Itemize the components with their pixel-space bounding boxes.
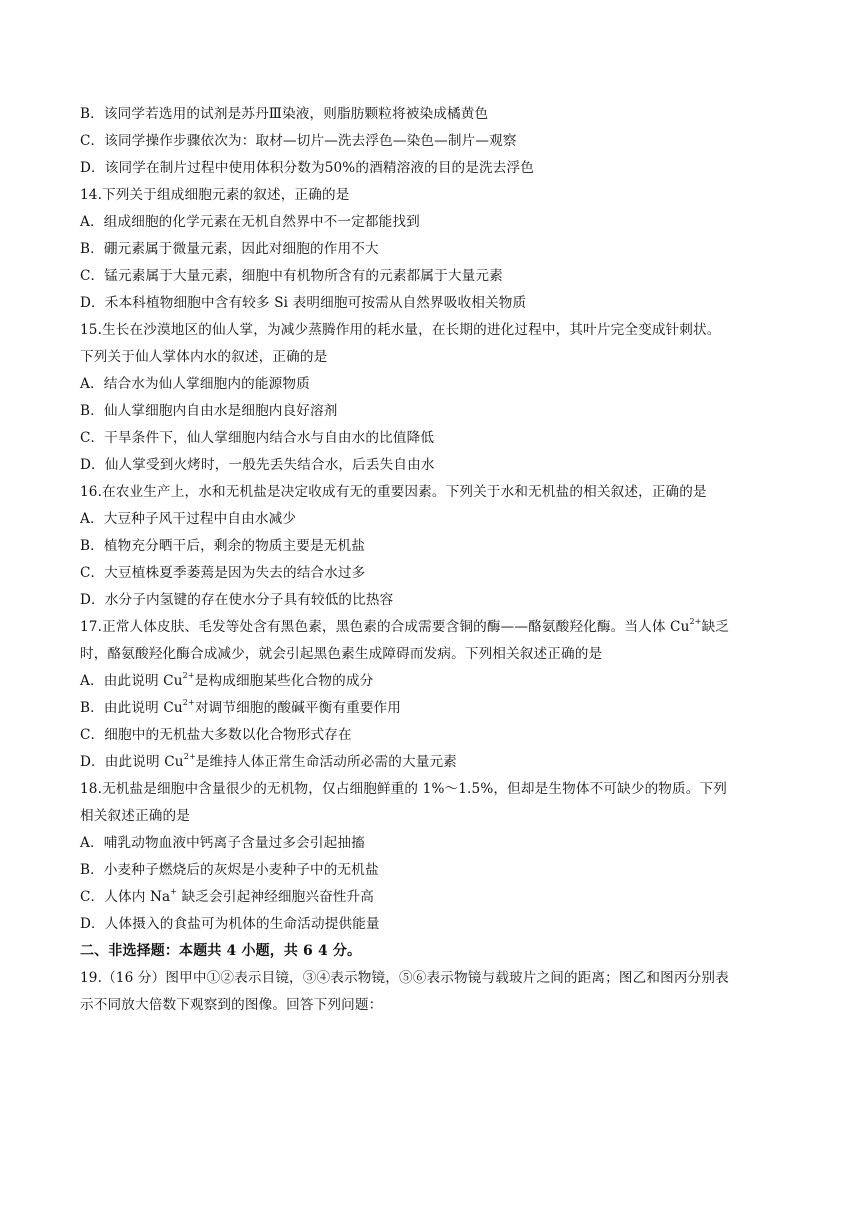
- q18-option-c-pre: C．人体内 Na: [80, 889, 171, 905]
- q17-option-a: [80, 671, 373, 691]
- q18-option-a: A．哺乳动物血液中钙离子含量过多会引起抽搐: [80, 835, 365, 851]
- q15-stem-line1: 15.生长在沙漠地区的仙人掌，为减少蒸腾作用的耗水量，在长期的进化过程中，其叶片完全变成针刺状。: [80, 322, 721, 338]
- q14-option-c: C．锰元素属于大量元素，细胞中有机物所含有的元素都属于大量元素: [80, 268, 503, 284]
- q18-option-c-post: 缺乏会引起神经细胞兴奋性升高: [177, 889, 375, 905]
- q17-option-a-post: 是构成细胞某些化合物的成分: [194, 673, 374, 689]
- q13-option-b: B．该同学若选用的试剂是苏丹Ⅲ染液，则脂肪颗粒将被染成橘黄色: [80, 106, 489, 122]
- q17-stem-line2: 时，酪氨酸羟化酶合成减少，就会引起黑色素生成障碍而发病。下列相关叙述正确的是: [80, 646, 603, 662]
- q18-option-d: D．人体摄入的食盐可为机体的生命活动提供能量: [80, 916, 380, 932]
- q15-option-d: D．仙人掌受到火烤时，一般先丢失结合水，后丢失自由水: [80, 457, 435, 473]
- q16-option-d: D．水分子内氢键的存在使水分子具有较低的比热容: [80, 592, 394, 608]
- q18-stem-line2: 相关叙述正确的是: [80, 808, 190, 824]
- q17-option-d: [80, 752, 457, 772]
- q16-option-c: C．大豆植株夏季萎蔫是因为失去的结合水过多: [80, 565, 366, 581]
- superscript-charge: 2+: [182, 698, 195, 708]
- q14-option-b: B．硼元素属于微量元素，因此对细胞的作用不大: [80, 241, 379, 257]
- q15-option-c: C．干旱条件下，仙人掌细胞内结合水与自由水的比值降低: [80, 430, 435, 446]
- q15-option-b: B．仙人掌细胞内自由水是细胞内良好溶剂: [80, 403, 338, 419]
- q17-option-a-pre: A．由此说明 Cu: [80, 673, 183, 689]
- q18-stem-line1: 18.无机盐是细胞中含量很少的无机物，仅占细胞鲜重的 1%～1.5%，但却是生物体不可缺少的物质。下列: [80, 781, 728, 797]
- q15-stem-line2: 下列关于仙人掌体内水的叙述，正确的是: [80, 349, 328, 365]
- q14-option-d: D．禾本科植物细胞中含有较多 Si 表明细胞可按需从自然界吸收相关物质: [80, 295, 527, 311]
- q17-option-d-post: 是维持人体正常生命活动所必需的大量元素: [195, 754, 457, 770]
- section-heading: 二、非选择题：本题共 4 小题，共 6 4 分。: [80, 943, 362, 959]
- q17-stem-text-end: 缺乏: [701, 619, 730, 635]
- q16-option-a: A．大豆种子风干过程中自由水减少: [80, 511, 297, 527]
- superscript-charge: +: [170, 887, 178, 897]
- q14-stem: 14.下列关于组成细胞元素的叙述，正确的是: [80, 187, 350, 203]
- q18-option-c: [80, 887, 374, 907]
- q14-option-a: A．组成细胞的化学元素在无机自然界中不一定都能找到: [80, 214, 420, 230]
- q17-option-d-pre: D．由此说明 Cu: [80, 754, 184, 770]
- q18-option-b: B．小麦种子燃烧后的灰烬是小麦种子中的无机盐: [80, 862, 379, 878]
- q13-option-c: C．该同学操作步骤依次为：取材—切片—洗去浮色—染色—制片—观察: [80, 133, 517, 149]
- q13-option-d: D．该同学在制片过程中使用体积分数为50%的酒精溶液的目的是洗去浮色: [80, 160, 535, 176]
- q17-option-b-post: 对调节细胞的酸碱平衡有重要作用: [194, 700, 402, 716]
- q17-option-b-pre: B．由此说明 Cu: [80, 700, 183, 716]
- q17-option-c: C．细胞中的无机盐大多数以化合物形式存在: [80, 727, 352, 743]
- q16-stem: 16.在农业生产上，水和无机盐是决定收成有无的重要因素。下列关于水和无机盐的相关叙述，正确的是: [80, 484, 707, 500]
- q19-stem-line1: 19.（16 分）图甲中①②表示目镜，③④表示物镜，⑤⑥表示物镜与载玻片之间的距离；图乙和图丙分别表: [80, 970, 729, 986]
- q17-stem-line1: [80, 617, 729, 637]
- q19-stem-line2: 示不同放大倍数下观察到的图像。回答下列问题：: [80, 997, 383, 1013]
- superscript-charge: 2+: [183, 752, 196, 762]
- q17-stem-text: 17.正常人体皮肤、毛发等处含有黑色素，黑色素的合成需要含铜的酶——酪氨酸羟化酶。当人体 Cu: [80, 619, 690, 635]
- q16-option-b: B．植物充分晒干后，剩余的物质主要是无机盐: [80, 538, 366, 554]
- q17-option-b: [80, 698, 401, 718]
- superscript-charge: 2+: [182, 671, 195, 681]
- q15-option-a: A．结合水为仙人掌细胞内的能源物质: [80, 376, 310, 392]
- superscript-charge: 2+: [689, 617, 702, 627]
